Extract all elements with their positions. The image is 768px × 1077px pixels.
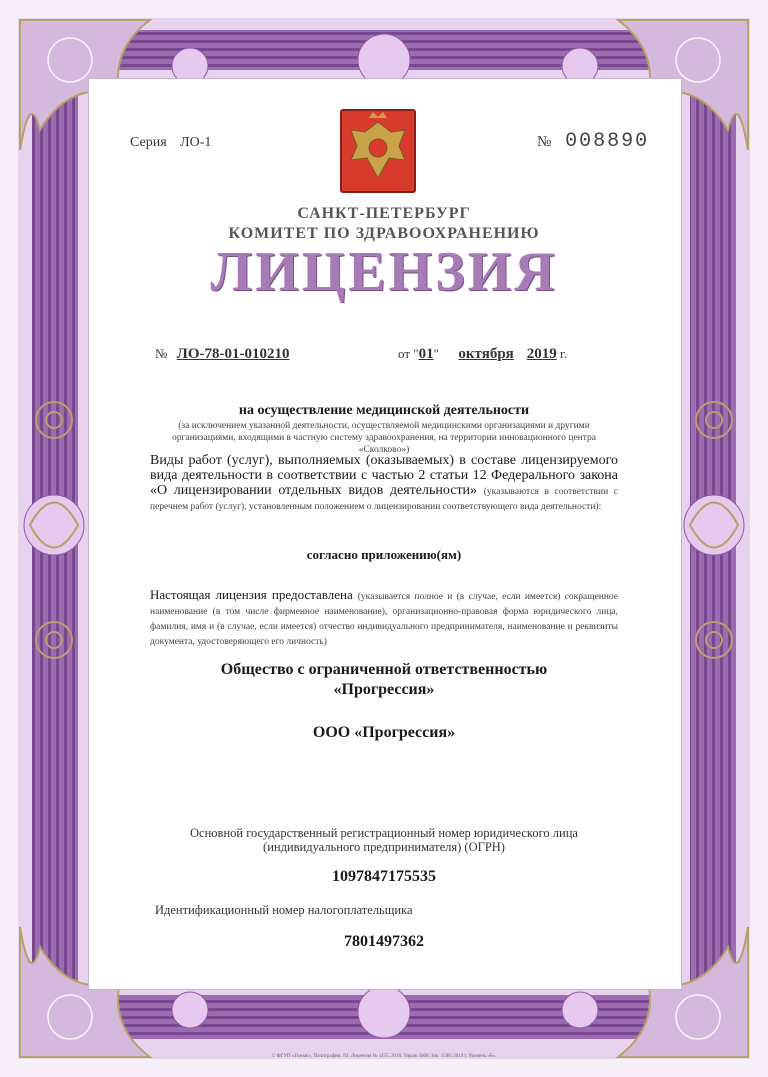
licensee-block — [150, 588, 618, 648]
work-types-text: Виды работ (услуг), выполняемых (оказываемых) в составе лицензируемого вида деятельности в соответствии с частью 2 статьи 12 Федерального закона «О лицензировании отдельных видов деятельности» — [150, 453, 618, 498]
series-value: ЛО-1 — [180, 135, 212, 150]
license-number-sign: № — [155, 346, 168, 361]
document-title: ЛИЦЕНЗИЯ — [210, 241, 558, 303]
number-sign: № — [537, 134, 552, 150]
date-year-suffix: г. — [560, 346, 568, 361]
date-month: октября — [458, 346, 514, 362]
work-types-note: (указываются в соответствии с перечнем работ (услуг), установленным положением о лицензировании соответствующего вида деятельности): — [150, 487, 619, 512]
city: САНКТ-ПЕТЕРБУРГ — [297, 205, 471, 222]
organization-full-name-line1: Общество с ограниченной ответственностью — [220, 661, 548, 678]
committee: КОМИТЕТ ПО ЗДРАВООХРАНЕНИЮ — [228, 225, 540, 242]
inn-value: 7801497362 — [344, 933, 424, 950]
licensee-note: (указывается полное и (в случае, если имеется) сокращенное наименование (в том числе фирменное наименование), организационно-правовая форма юридического лица, фамилия, имя и (в случае, если имеется) отчество индивидуального предпринимателя, наименование и реквизиты документа, удостоверяющего его личность) — [150, 592, 618, 647]
licensee-lead: Настоящая лицензия предоставлена — [150, 587, 353, 602]
purpose-note: (за исключением указанной деятельности, осуществляемой медицинскими организациями и другими организациями, входящими в частную систему здравоохранения, на территории инновационного центра «Сколково») — [172, 421, 596, 455]
series — [130, 135, 211, 151]
organization-short-name: ООО «Прогрессия» — [312, 724, 456, 741]
license-number-value: ЛО-78-01-010210 — [176, 346, 290, 362]
date-prefix: от — [398, 346, 411, 361]
date-day: 01 — [418, 346, 434, 362]
blank-number — [537, 130, 649, 153]
license-number — [155, 346, 290, 363]
appendix-reference: согласно приложению(ям) — [306, 547, 462, 562]
ogrn-label: Основной государственный регистрационный номер юридического лица (индивидуального предпринимателя) (ОГРН) — [190, 826, 578, 854]
inn-label: Идентификационный номер налогоплательщика — [155, 903, 413, 917]
series-label: Серия — [130, 135, 167, 150]
ogrn-value: 1097847175535 — [332, 868, 436, 885]
work-types — [150, 453, 618, 513]
date-year: 2019 — [526, 346, 557, 362]
print-footer: © ФГУП «Гознак», Полиграфия; ЛЗ, Лицензия № 1155, 2018. Тираж 5000, Зак. 1590, 2019 г. Уровень «Б». — [271, 1054, 497, 1059]
organization-full-name — [150, 660, 618, 700]
coat-of-arms-icon — [337, 108, 419, 194]
organization-full-name-line2: «Прогрессия» — [333, 681, 435, 698]
license-date: от "01" октября 2019 г. — [398, 346, 568, 362]
purpose-title: на осуществление медицинской деятельности — [238, 403, 530, 418]
blank-number-value: 008890 — [565, 130, 650, 153]
